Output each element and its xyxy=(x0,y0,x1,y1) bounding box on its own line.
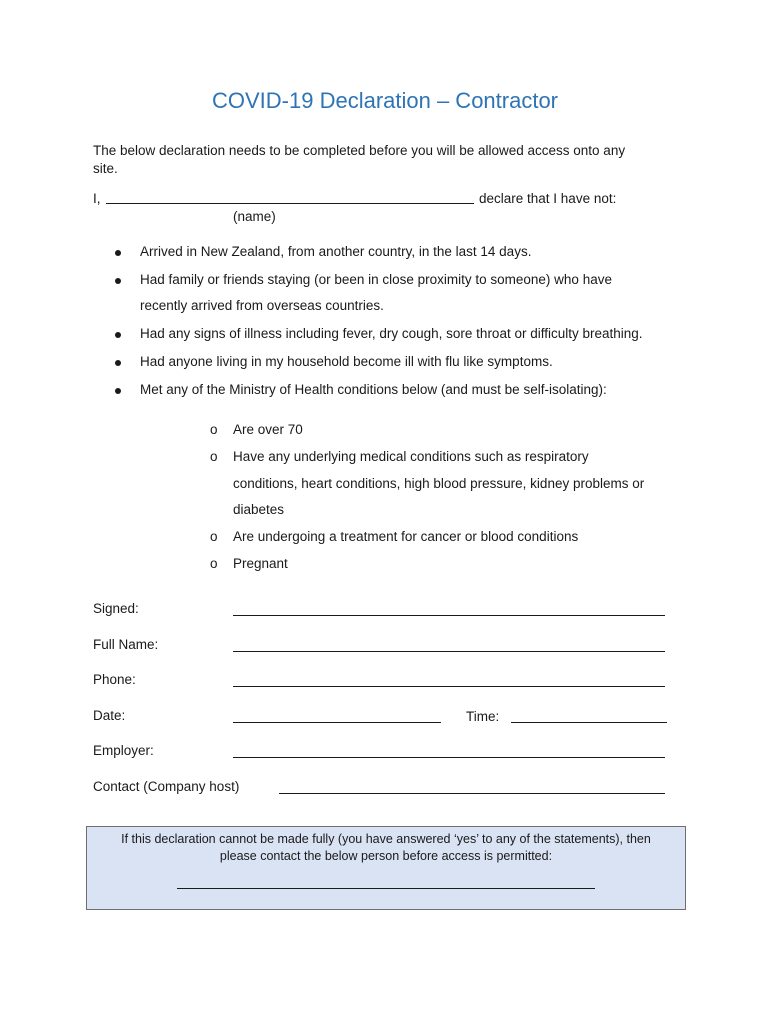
employer-line[interactable] xyxy=(233,757,665,758)
bullet-icon xyxy=(115,388,121,394)
circle-bullet-icon: o xyxy=(210,422,218,437)
circle-bullet-icon: o xyxy=(210,449,218,464)
circle-bullet-icon: o xyxy=(210,529,218,544)
sub-list-item-continuation: diabetes xyxy=(233,502,285,517)
contact-label: Contact (Company host) xyxy=(93,779,240,794)
date-line[interactable] xyxy=(233,722,441,723)
time-line[interactable] xyxy=(511,722,667,723)
notice-line-1: If this declaration cannot be made fully (you have answered ‘yes’ to any of the statements), then xyxy=(121,832,651,846)
full-name-line[interactable] xyxy=(233,651,665,652)
contact-person-line[interactable] xyxy=(177,888,595,889)
declare-suffix: declare that I have not: xyxy=(479,191,617,206)
sub-list-item: Are undergoing a treatment for cancer or blood conditions xyxy=(233,529,579,544)
date-label: Date: xyxy=(93,708,126,723)
intro-line-2: site. xyxy=(93,161,118,176)
bullet-icon xyxy=(115,332,121,338)
full-name-label: Full Name: xyxy=(93,637,159,652)
bullet-icon xyxy=(115,360,121,366)
sub-list-item-continuation: conditions, heart conditions, high blood pressure, kidney problems or xyxy=(233,476,645,491)
bullet-icon xyxy=(115,250,121,256)
name-input-line[interactable] xyxy=(106,203,474,204)
sub-list-item: Are over 70 xyxy=(233,422,303,437)
employer-label: Employer: xyxy=(93,743,154,758)
phone-label: Phone: xyxy=(93,672,136,687)
intro-line-1: The below declaration needs to be completed before you will be allowed access onto any xyxy=(93,143,626,158)
page-title: COVID-19 Declaration – Contractor xyxy=(211,88,559,113)
declare-prefix: I, xyxy=(93,191,101,206)
contact-line[interactable] xyxy=(279,793,665,794)
sub-list-item: Have any underlying medical conditions such as respiratory xyxy=(233,449,589,464)
circle-bullet-icon: o xyxy=(210,556,218,571)
name-caption: (name) xyxy=(233,209,276,224)
notice-text xyxy=(87,831,685,865)
phone-line[interactable] xyxy=(233,686,665,687)
bullet-icon xyxy=(115,278,121,284)
signed-label: Signed: xyxy=(93,601,139,616)
time-label: Time: xyxy=(466,709,500,724)
sub-list-item: Pregnant xyxy=(233,556,288,571)
notice-box xyxy=(86,826,686,910)
signed-line[interactable] xyxy=(233,615,665,616)
notice-line-2: please contact the below person before access is permitted: xyxy=(219,849,553,863)
